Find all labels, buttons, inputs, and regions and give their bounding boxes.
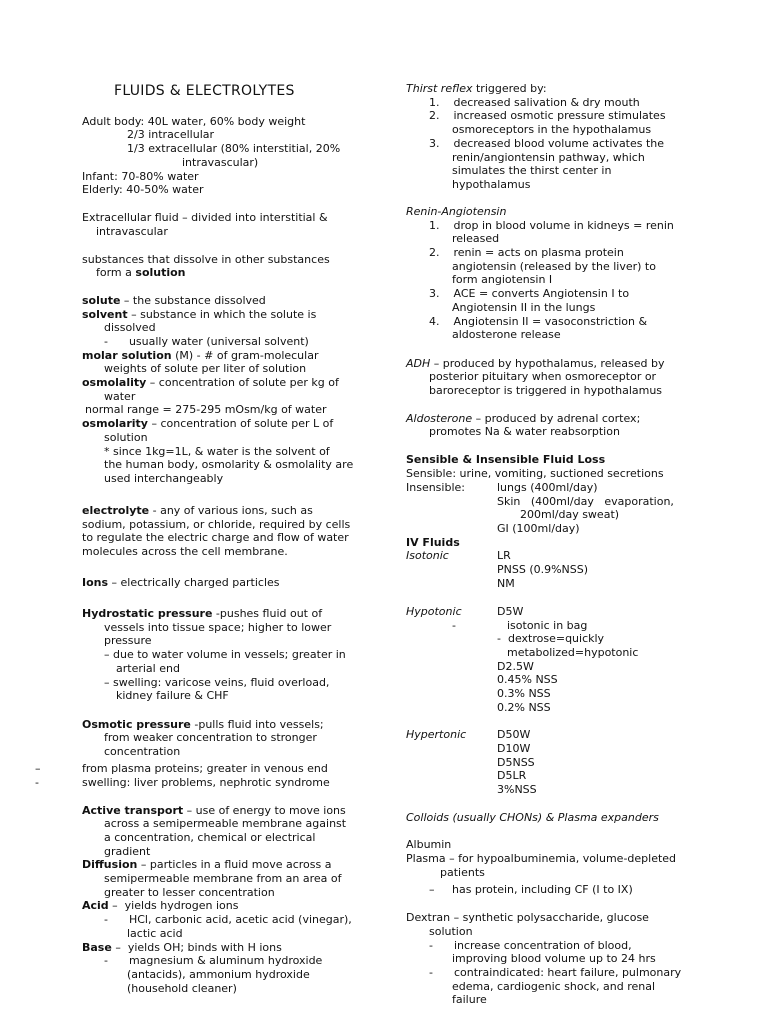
left-text-line: molar solution (M) - # of gram-molecular [82, 349, 319, 362]
italic-term: Aldosterone [406, 412, 473, 425]
bold-term: Osmotic pressure [82, 718, 191, 731]
left-text-line: kidney failure & CHF [116, 689, 229, 702]
bold-term: solution [135, 266, 186, 279]
right-text-line: Plasma – for hypoalbuminemia, volume-depleted [406, 852, 677, 865]
left-text-line: Adult body: 40L water, 60% body weight [82, 115, 306, 128]
left-text-line: from weaker concentration to stronger [104, 731, 317, 744]
right-text-line: simulates the thirst center in [452, 164, 612, 177]
right-text-line: angiotensin (released by the liver) to [452, 260, 656, 273]
left-text-line: sodium, potassium, or chloride, required by cells [82, 518, 351, 531]
right-text-line: D5LR [497, 769, 527, 782]
right-text-line: isotonic in bag [507, 619, 588, 632]
left-text-line: substances that dissolve in other substances [82, 253, 330, 266]
right-text-line: 2. increased osmotic pressure stimulates [429, 109, 666, 122]
left-text-line: Ions – electrically charged particles [82, 576, 280, 589]
right-text-line: Albumin [406, 838, 452, 851]
right-text-line: 0.3% NSS [497, 687, 551, 700]
left-text-line: arterial end [116, 662, 180, 675]
left-text-line: intravascular [96, 225, 168, 238]
bold-term: solvent [82, 308, 128, 321]
italic-term: Renin-Angiotensin [406, 205, 507, 218]
right-text-line [406, 453, 605, 467]
right-text-line: form angiotensin I [452, 273, 553, 286]
right-text-line [406, 549, 449, 563]
right-text-line: 200ml/day sweat) [520, 508, 620, 521]
left-text-line: Base – yields OH; binds with H ions [82, 941, 282, 954]
right-text-line: 0.45% NSS [497, 673, 558, 686]
right-text-line [406, 205, 506, 219]
right-text-line: D2.5W [497, 660, 534, 673]
right-text-line: - increase concentration of blood, [429, 939, 632, 952]
right-text-line: osmoreceptors in the hypothalamus [452, 123, 652, 136]
bold-term: molar solution [82, 349, 172, 362]
left-text-line: Hydrostatic pressure -pushes fluid out of [82, 607, 323, 620]
bold-term: osmolality [82, 376, 147, 389]
right-text-line: Sensible: urine, vomiting, suctioned secretions [406, 467, 664, 480]
left-text-line: * since 1kg=1L, & water is the solvent of [104, 445, 330, 458]
left-text-line: - usually water (universal solvent) [104, 335, 309, 348]
left-text-line: used interchangeably [104, 472, 224, 485]
left-text-line: Extracellular fluid – divided into interstitial & [82, 211, 328, 224]
left-text-line: Elderly: 40-50% water [82, 183, 204, 196]
right-text-line: edema, cardiogenic shock, and renal [452, 980, 656, 993]
right-text-line: D10W [497, 742, 531, 755]
italic-term: ADH [406, 357, 431, 370]
bold-term: solute [82, 294, 121, 307]
left-text-line: molecules across the cell membrane. [82, 545, 288, 558]
right-text-line: 3%NSS [497, 783, 537, 796]
right-text-line: patients [440, 866, 485, 879]
right-text-line: improving blood volume up to 24 hrs [452, 952, 656, 965]
left-text-line: - magnesium & aluminum hydroxide [104, 954, 323, 967]
left-text-line: Infant: 70-80% water [82, 170, 199, 183]
bold-term: Sensible & Insensible Fluid Loss [406, 453, 606, 466]
right-text-line: renin/angiontensin pathway, which [452, 151, 645, 164]
right-text-line: aldosterone release [452, 328, 561, 341]
italic-term: Isotonic [406, 549, 449, 562]
right-text-line: – has protein, including CF (I to IX) [429, 883, 633, 896]
left-text-line: solution [104, 431, 148, 444]
left-text-line: (antacids), ammonium hydroxide [127, 968, 310, 981]
left-text-line: to regulate the electric charge and flow of water [82, 531, 349, 544]
right-text-line: - [452, 619, 456, 632]
right-text-line: promotes Na & water reabsorption [429, 425, 620, 438]
left-text-line: – due to water volume in vessels; greater in [104, 648, 346, 661]
right-text-line: baroreceptor is triggered in hypothalamus [429, 384, 663, 397]
right-text-line [406, 536, 460, 550]
right-text-line: D50W [497, 728, 531, 741]
bold-term: Acid [82, 899, 109, 912]
bold-term: electrolyte [82, 504, 150, 517]
left-text-line: osmolarity – concentration of solute per L of [82, 417, 334, 430]
right-text-line: ADH – produced by hypothalamus, released by [406, 357, 665, 370]
right-text-line: GI (100ml/day) [497, 522, 580, 535]
left-text-line: swelling: liver problems, nephrotic syndrome [82, 776, 330, 789]
right-text-line [406, 811, 659, 825]
left-text-line: weights of solute per liter of solution [104, 362, 307, 375]
right-text-line: Angiotensin II in the lungs [452, 301, 596, 314]
left-text-line: from plasma proteins; greater in venous end [82, 762, 328, 775]
left-text-line: electrolyte - any of various ions, such as [82, 504, 313, 517]
right-text-line [406, 728, 466, 742]
left-text-line: Diffusion – particles in a fluid move across a [82, 858, 332, 871]
left-text-line: 2/3 intracellular [127, 128, 215, 141]
left-text-line: water [104, 390, 136, 403]
right-text-line: failure [452, 993, 487, 1006]
right-text-line: Thirst reflex triggered by: [406, 82, 547, 95]
left-text-line: solute – the substance dissolved [82, 294, 266, 307]
left-text-line: form a solution [96, 266, 186, 279]
left-text-line: – swelling: varicose veins, fluid overload, [104, 676, 330, 689]
left-text-line: (household cleaner) [127, 982, 237, 995]
bold-term: Ions [82, 576, 109, 589]
left-text-line: – [35, 762, 41, 775]
bold-term: osmolarity [82, 417, 148, 430]
right-text-line: lungs (400ml/day) [497, 481, 598, 494]
right-text-line: 1. drop in blood volume in kidneys = renin [429, 219, 674, 232]
left-text-line: across a semipermeable membrane against [104, 817, 347, 830]
right-text-line: solution [429, 925, 473, 938]
left-text-line: gradient [104, 845, 151, 858]
left-text-line: osmolality – concentration of solute per kg of [82, 376, 339, 389]
left-text-line: - [35, 776, 39, 789]
right-text-line: released [452, 232, 500, 245]
left-text-line: solvent – substance in which the solute is [82, 308, 317, 321]
italic-term: Thirst reflex [406, 82, 473, 95]
right-text-line: - contraindicated: heart failure, pulmonary [429, 966, 682, 979]
italic-term: Colloids (usually CHONs) & Plasma expanders [406, 811, 659, 824]
bold-term: IV Fluids [406, 536, 460, 549]
bold-term: Hydrostatic pressure [82, 607, 213, 620]
right-text-line: 2. renin = acts on plasma protein [429, 246, 624, 259]
right-text-line: Insensible: [406, 481, 465, 494]
left-text-line: the human body, osmolarity & osmolality are [104, 458, 354, 471]
left-text-line: vessels into tissue space; higher to lower [104, 621, 332, 634]
left-text-line: pressure [104, 634, 152, 647]
left-text-line: concentration [104, 745, 181, 758]
italic-term: Hypotonic [406, 605, 462, 618]
left-text-line: lactic acid [127, 927, 183, 940]
left-text-line: a concentration, chemical or electrical [104, 831, 316, 844]
right-text-line: 1. decreased salivation & dry mouth [429, 96, 640, 109]
right-text-line: D5NSS [497, 756, 535, 769]
right-text-line: 0.2% NSS [497, 701, 551, 714]
right-text-line: 3. decreased blood volume activates the [429, 137, 665, 150]
right-text-line: PNSS (0.9%NSS) [497, 563, 589, 576]
right-text-line: NM [497, 577, 515, 590]
right-text-line: metabolized=hypotonic [507, 646, 639, 659]
right-text-line: Skin (400ml/day evaporation, [497, 495, 674, 508]
right-text-line: LR [497, 549, 511, 562]
right-text-line: D5W [497, 605, 524, 618]
bold-term: Diffusion [82, 858, 138, 871]
right-text-line [406, 605, 462, 619]
bold-term: Active transport [82, 804, 184, 817]
left-text-line: normal range = 275-295 mOsm/kg of water [85, 403, 327, 416]
page-title: FLUIDS & ELECTROLYTES [114, 83, 295, 99]
right-text-line: hypothalamus [452, 178, 531, 191]
left-text-line: Acid – yields hydrogen ions [82, 899, 239, 912]
left-text-line: greater to lesser concentration [104, 886, 275, 899]
right-text-line: - dextrose=quickly [497, 632, 605, 645]
italic-term: Hypertonic [406, 728, 467, 741]
right-text-line: 4. Angiotensin II = vasoconstriction & [429, 315, 648, 328]
right-text-line: 3. ACE = converts Angiotensin I to [429, 287, 630, 300]
left-text-line: Active transport – use of energy to move ions [82, 804, 346, 817]
left-text-line: intravascular) [182, 156, 259, 169]
left-text-line: Osmotic pressure -pulls fluid into vessels; [82, 718, 324, 731]
left-text-line: dissolved [104, 321, 156, 334]
right-text-line: Dextran – synthetic polysaccharide, glucose [406, 911, 649, 924]
left-text-line: - HCl, carbonic acid, acetic acid (vinegar), [104, 913, 352, 926]
left-text-line: 1/3 extracellular (80% interstitial, 20% [127, 142, 341, 155]
left-text-line: semipermeable membrane from an area of [104, 872, 342, 885]
right-text-line: posterior pituitary when osmoreceptor or [429, 370, 657, 383]
bold-term: Base [82, 941, 112, 954]
right-text-line: Aldosterone – produced by adrenal cortex; [406, 412, 641, 425]
